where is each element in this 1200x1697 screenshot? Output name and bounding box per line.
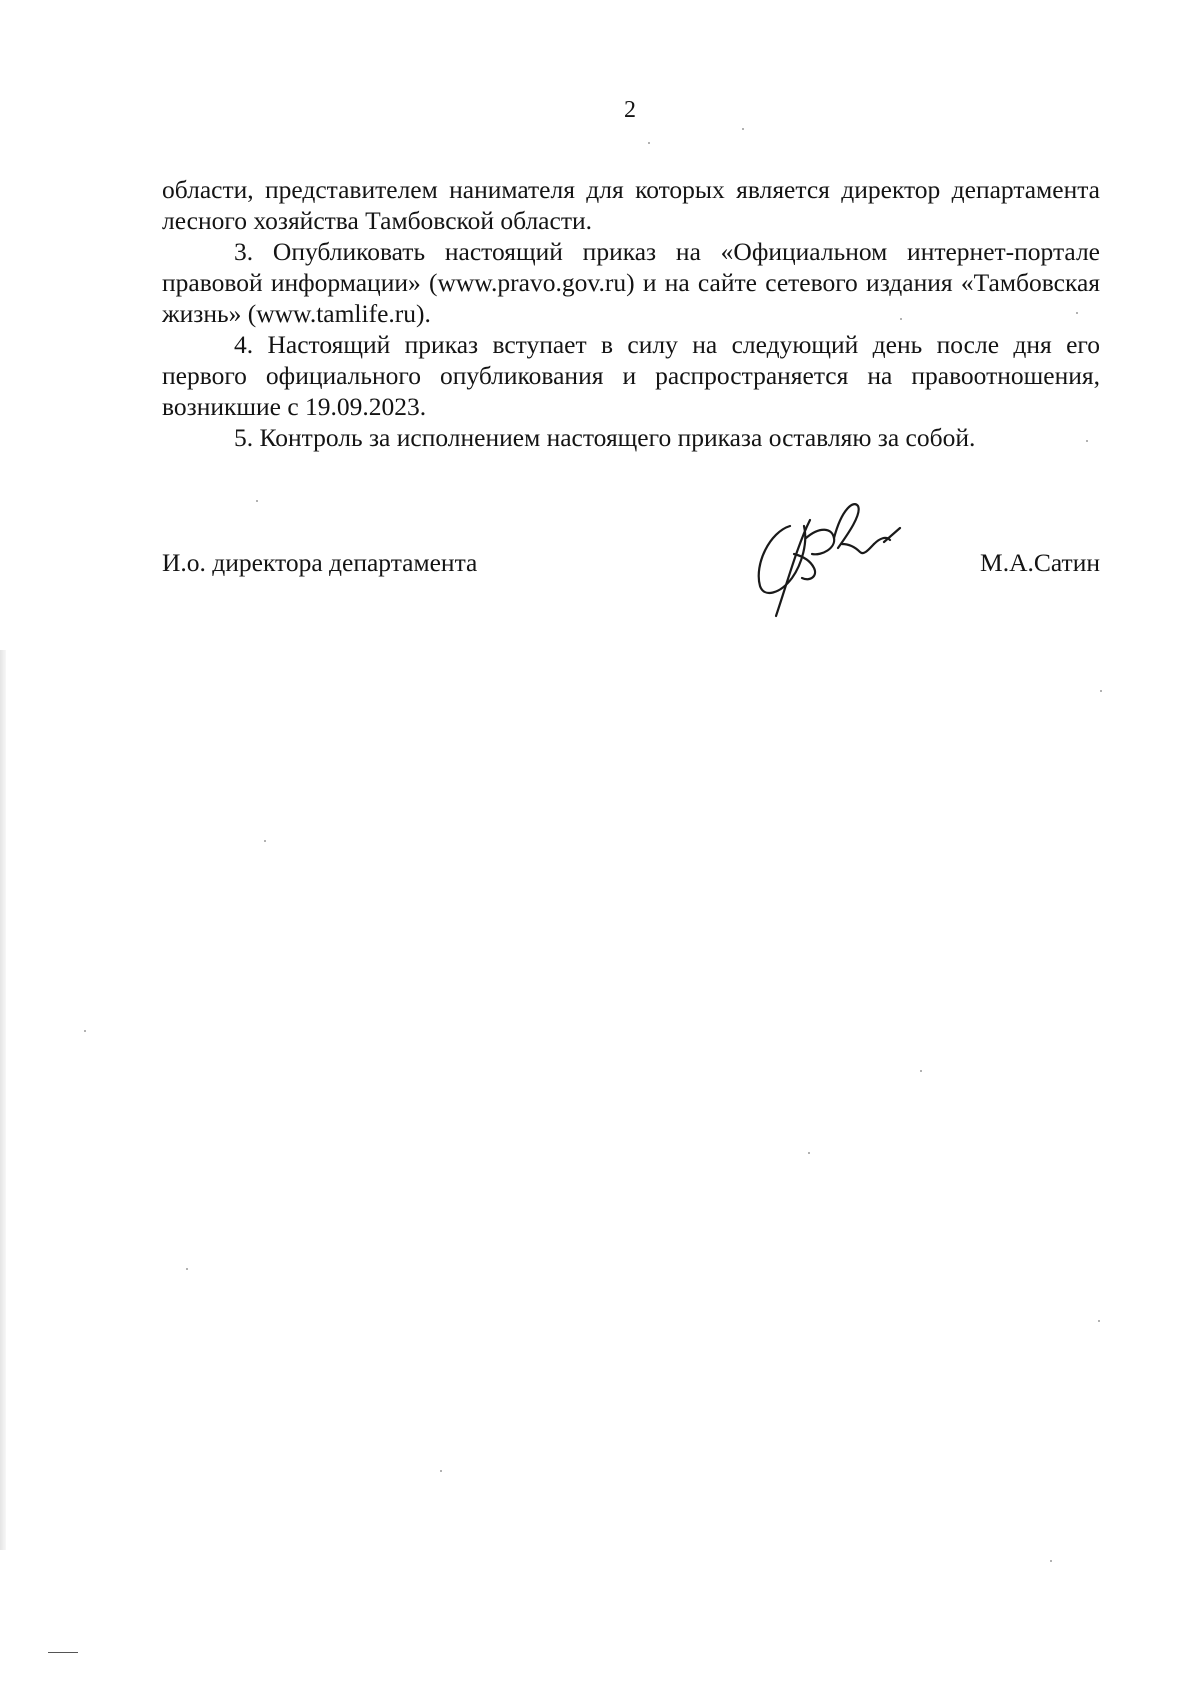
- page-number: 2: [624, 97, 636, 123]
- order-body: [162, 174, 1100, 453]
- scan-speck: [256, 500, 258, 502]
- scan-edge-shadow: [0, 650, 6, 1550]
- scan-speck: [1050, 1560, 1052, 1562]
- paragraph-item-4: 4. Настоящий приказ вступает в силу на следующий день после дня его первого официального опубликования и распространяется на правоотношения, возникшие с 19.09.2023.: [162, 330, 1100, 421]
- scan-speck: [1098, 1320, 1100, 1322]
- paragraph-continuation: области, представителем нанимателя для которых является директор департамента лесного хозяйства Тамбовской области.: [162, 175, 1100, 235]
- paragraph-item-3: 3. Опубликовать настоящий приказ на «Официальном интернет-портале правовой информации» (www.pravo.gov.ru) и на сайте сетевого издания «Тамбовская жизнь» (www.tamlife.ru).: [162, 237, 1100, 328]
- paragraph-item-5: 5. Контроль за исполнением настоящего приказа оставляю за собой.: [234, 423, 976, 452]
- scan-speck: [920, 1070, 922, 1072]
- scan-mark: [48, 1652, 78, 1653]
- scan-speck: [264, 840, 266, 842]
- signatory-position: И.о. директора департамента: [162, 548, 478, 577]
- scan-speck: [440, 1470, 442, 1472]
- signatory-name: М.А.Сатин: [980, 548, 1100, 577]
- scan-speck: [900, 318, 902, 320]
- scan-speck: [648, 142, 650, 144]
- handwritten-signature: [750, 498, 910, 623]
- scan-speck: [808, 1152, 810, 1154]
- scan-speck: [186, 1268, 188, 1270]
- scan-speck: [1076, 312, 1078, 314]
- scan-speck: [1100, 690, 1102, 692]
- signature-block: [162, 548, 1100, 588]
- scan-speck: [742, 128, 744, 130]
- scan-speck: [1086, 440, 1088, 442]
- scan-speck: [84, 1030, 86, 1032]
